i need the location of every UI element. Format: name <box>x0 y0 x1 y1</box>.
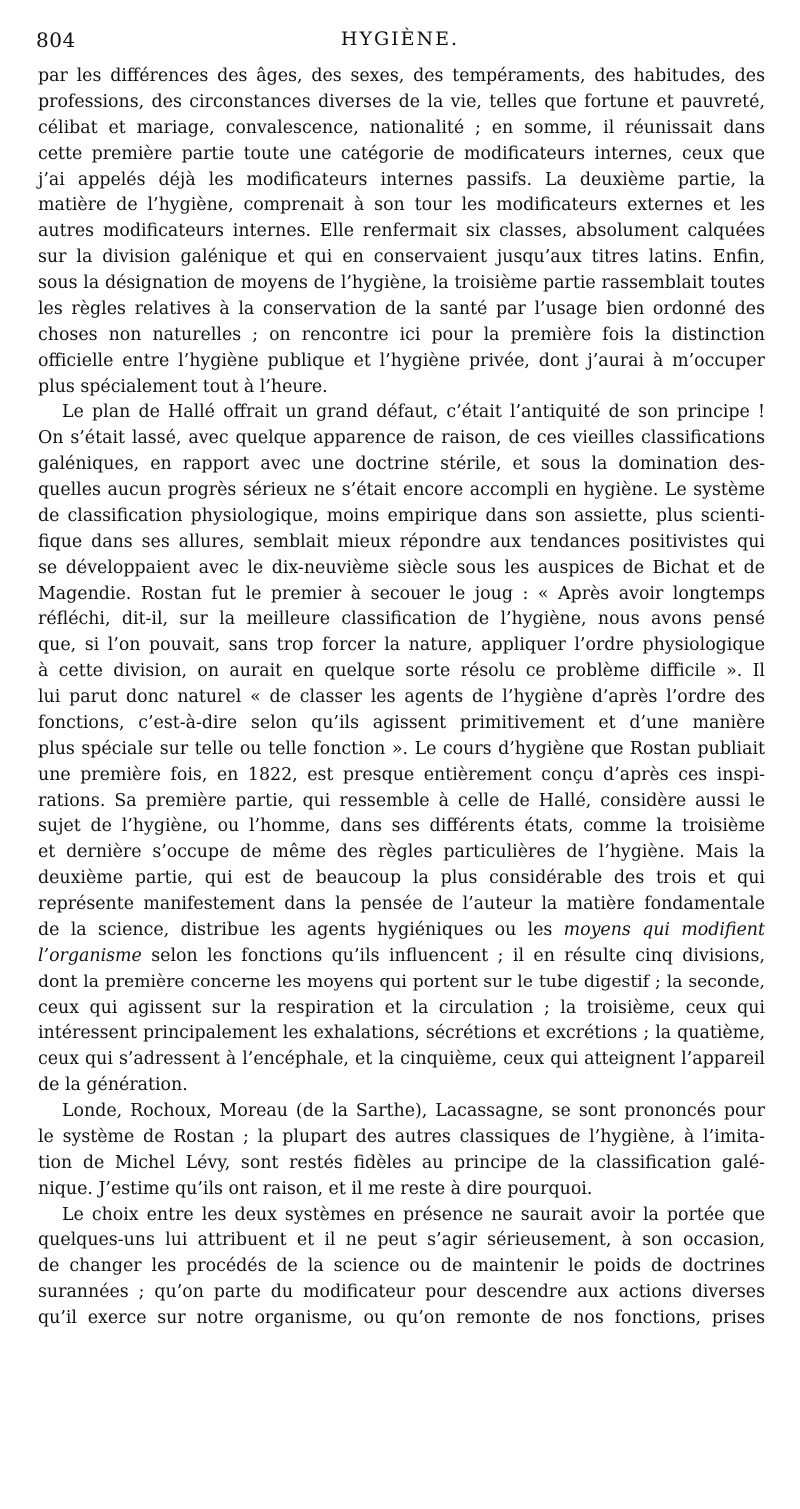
text-run: officielle entre l’hygiène publique et l’hygiène privée, dont j’aurai à m’occuper <box>38 350 765 371</box>
text-run: de classification physiologique, moins empirique dans son assiette, plus scienti- <box>38 505 765 526</box>
running-title: HYGIÈNE. <box>340 28 460 50</box>
text-line <box>38 1280 765 1306</box>
text-run: de la science, distribue les agents hygiéniques ou les <box>38 919 564 940</box>
text-line <box>38 737 765 763</box>
text-run: et dernière s’occupe de même des règles particulières de l’hygiène. Mais la <box>38 842 765 863</box>
text-run: autres modificateurs internes. Elle renfermait six classes, absolument calquées <box>38 221 765 242</box>
text-line <box>38 1203 765 1229</box>
text-line <box>38 64 765 90</box>
text-run: choses non naturelles ; on rencontre ici pour la première fois la distinction <box>38 324 765 345</box>
text-line <box>38 1151 765 1177</box>
text-line <box>38 814 765 840</box>
text-line <box>38 582 765 608</box>
text-line <box>38 219 765 245</box>
text-line <box>38 866 765 892</box>
text-line <box>38 1254 765 1280</box>
text-line <box>38 944 765 970</box>
text-run: matière de l’hygiène, comprenait à son tour les modificateurs externes et les <box>38 195 765 216</box>
text-run: représente manifestement dans la pensée de l’auteur la matière fondamentale <box>38 894 765 914</box>
text-run: sur la division galénique et qui en conservaient jusqu’aux titres latins. Enfin, <box>38 247 765 268</box>
text-line <box>38 323 765 349</box>
text-run: que, si l’on pouvait, sans trop forcer la nature, appliquer l’ordre physiologique <box>38 635 765 656</box>
text-line <box>38 1073 765 1099</box>
text-line <box>38 685 765 711</box>
text-run: qu’il exerce sur notre organisme, ou qu’on remonte de nos fonctions, prises <box>38 1308 765 1328</box>
text-run: le système de Rostan ; la plupart des autres classiques de l’hygiène, à l’imita- <box>38 1126 765 1147</box>
text-line <box>38 245 765 271</box>
text-run: j’ai appelés déjà les modificateurs internes passifs. La deuxième partie, la <box>38 169 765 190</box>
text-run: professions, des circonstances diverses de la vie, telles que fortune et pauvreté, <box>38 91 765 112</box>
text-line <box>38 1099 765 1125</box>
text-run: sous la désignation de moyens de l’hygiène, la troisième partie rassemblait toutes <box>38 273 765 293</box>
text-run: selon les fonctions qu’ils influencent ; il en résulte cinq divisions, <box>141 945 765 966</box>
text-run: cette première partie toute une catégorie de modificateurs internes, ceux que <box>38 143 765 164</box>
text-run: de changer les procédés de la science ou de maintenir le poids de doctrines <box>38 1256 765 1277</box>
text-line <box>38 1228 765 1254</box>
text-line <box>38 271 765 297</box>
text-run: se développaient avec le dix-neuvième siècle sous les auspices de Bichat et de <box>38 557 765 578</box>
text-run: célibat et mariage, convalescence, nationalité ; en somme, il réunissait dans <box>38 117 765 138</box>
text-run: à cette division, on aurait en quelque sorte résolu ce problème difficile ». Il <box>38 661 765 682</box>
text-line <box>38 400 765 426</box>
text-run: nique. J’estime qu’ils ont raison, et il me reste à dire pourquoi. <box>38 1178 593 1199</box>
body-text <box>38 64 765 1332</box>
text-run: les règles relatives à la conservation de la santé par l’usage bien ordonné des <box>38 298 765 319</box>
text-run: fonctions, c’est-à-dire selon qu’ils agissent primitivement et d’une manière <box>38 712 765 733</box>
italic-text-run: l’organisme <box>38 945 142 966</box>
text-run: ceux qui agissent sur la respiration et la circulation ; la troisième, ceux qui <box>38 997 765 1018</box>
text-line <box>38 1177 765 1203</box>
text-line <box>38 1047 765 1073</box>
text-line <box>38 918 765 944</box>
text-line <box>38 892 765 918</box>
text-run: quelles aucun progrès sérieux ne s’était encore accompli en hygiène. Le système <box>38 480 765 500</box>
text-run: plus spéciale sur telle ou telle fonction ». Le cours d’hygiène que Rostan publiait <box>38 738 765 759</box>
text-line <box>38 1306 765 1332</box>
text-run: dont la première concerne les moyens qui portent sur le tube digestif ; la seconde, <box>38 971 765 992</box>
text-run: fique dans ses allures, semblait mieux répondre aux tendances positivistes qui <box>38 531 765 552</box>
text-run: On s’était lassé, avec quelque apparence de raison, de ces vieilles classifications <box>38 428 765 449</box>
text-line <box>38 193 765 219</box>
text-run: Magendie. Rostan fut le premier à secouer le joug : « Après avoir longtemps <box>38 583 765 604</box>
text-line <box>38 530 765 556</box>
text-run: Londe, Rochoux, Moreau (de la Sarthe), Lacassagne, se sont prononcés pour <box>62 1101 765 1121</box>
text-line <box>38 142 765 168</box>
text-run: réfléchi, dit-il, sur la meilleure classification de l’hygiène, nous avons pensé <box>38 609 765 630</box>
text-run: rations. Sa première partie, qui ressemble à celle de Hallé, considère aussi le <box>38 790 765 811</box>
text-line <box>38 168 765 194</box>
text-line <box>38 1125 765 1151</box>
text-run: Le plan de Hallé offrait un grand défaut, c’était l’antiquité de son principe ! <box>62 402 765 423</box>
text-run: deuxième partie, qui est de beaucoup la plus considérable des trois et qui <box>38 868 765 889</box>
text-run: sujet de l’hygiène, ou l’homme, dans ses différents états, comme la troisième <box>38 816 765 837</box>
text-line <box>38 297 765 323</box>
text-line <box>38 763 765 789</box>
text-line <box>38 504 765 530</box>
text-run: intéressent principalement les exhalations, sécrétions et excrétions ; la quatième, <box>38 1023 765 1044</box>
text-line <box>38 116 765 142</box>
text-line <box>38 607 765 633</box>
text-run: plus spécialement tout à l’heure. <box>38 376 328 397</box>
text-run: lui parut donc naturel « de classer les agents de l’hygiène d’après l’ordre des <box>38 687 765 707</box>
text-line <box>38 970 765 996</box>
text-line <box>38 711 765 737</box>
page-number: 804 <box>36 28 76 52</box>
text-line <box>38 452 765 478</box>
text-run: par les différences des âges, des sexes, des tempéraments, des habitudes, des <box>38 66 765 86</box>
text-run: quelques-uns lui attribuent et il ne peut s’agir sérieusement, à son occasion, <box>38 1230 765 1251</box>
text-line <box>38 633 765 659</box>
text-line <box>38 1021 765 1047</box>
text-line <box>38 90 765 116</box>
text-run: ceux qui s’adressent à l’encéphale, et la cinquième, ceux qui atteignent l’appareil <box>38 1049 765 1070</box>
text-run: tion de Michel Lévy, sont restés fidèles au principe de la classification galé- <box>38 1152 765 1173</box>
text-line <box>38 789 765 815</box>
text-line <box>38 349 765 375</box>
page-header <box>36 28 764 58</box>
text-line <box>38 478 765 504</box>
text-line <box>38 375 765 401</box>
text-run: Le choix entre les deux systèmes en présence ne saurait avoir la portée que <box>62 1204 765 1225</box>
italic-text-run: moyens qui modifient <box>563 919 765 940</box>
text-run: galéniques, en rapport avec une doctrine stérile, et sous la domination des- <box>38 454 765 475</box>
text-run: surannées ; qu’on parte du modificateur pour descendre aux actions diverses <box>38 1282 765 1303</box>
text-line <box>38 556 765 582</box>
text-line <box>38 840 765 866</box>
text-run: une première fois, en 1822, est presque entièrement conçu d’après ces inspi- <box>38 764 765 785</box>
text-line <box>38 659 765 685</box>
text-line <box>38 426 765 452</box>
text-line <box>38 996 765 1022</box>
text-run: de la génération. <box>38 1075 188 1096</box>
